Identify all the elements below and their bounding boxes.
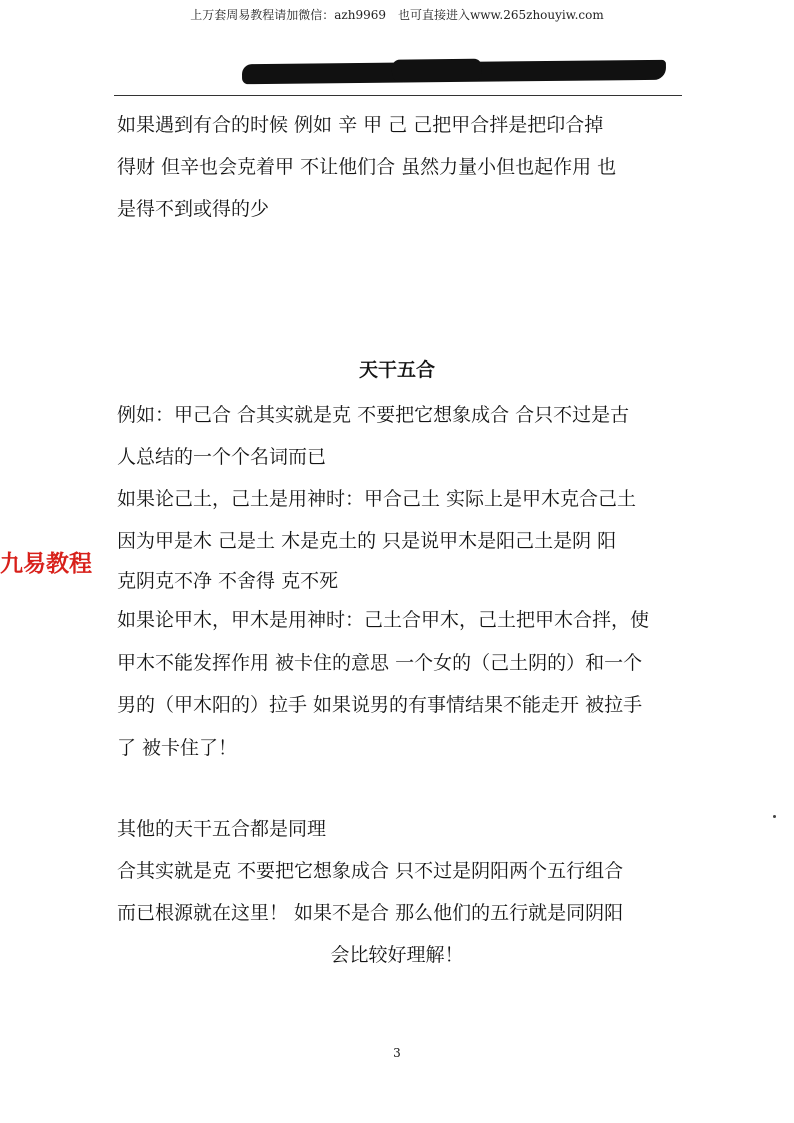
watermark-logo: 九易教程 bbox=[0, 551, 92, 577]
text-line: 男的（甲木阳的）拉手 如果说男的有事情结果不能走开 被拉手 bbox=[117, 694, 643, 716]
header-rule bbox=[114, 95, 682, 96]
closing-line: 会比较好理解！ bbox=[330, 944, 464, 966]
text-line: 其他的天干五合都是同理 bbox=[117, 818, 327, 840]
section-title: 天干五合 bbox=[358, 359, 435, 381]
page-number: 3 bbox=[393, 1046, 401, 1060]
text-line: 而已根源就在这里！ 如果不是合 那么他们的五行就是同阴阳 bbox=[117, 902, 624, 924]
text-line: 如果论甲木，甲木是用神时：己土合甲木，己土把甲木合拌，使 bbox=[117, 609, 650, 631]
text-line: 人总结的一个个名词而已 bbox=[117, 446, 327, 468]
text-line: 如果遇到有合的时候 例如 辛 甲 己 己把甲合拌是把印合掉 bbox=[117, 114, 604, 136]
text-line: 是得不到或得的少 bbox=[117, 198, 270, 220]
text-line: 合其实就是克 不要把它想象成合 只不过是阴阳两个五行组合 bbox=[117, 860, 624, 882]
text-line: 因为甲是木 己是土 木是克土的 只是说甲木是阳己土是阴 阳 bbox=[117, 530, 617, 552]
redaction-mark bbox=[242, 60, 666, 84]
text-line: 甲木不能发挥作用 被卡住的意思 一个女的（己土阴的）和一个 bbox=[117, 652, 643, 674]
text-line: 例如：甲己合 合其实就是克 不要把它想象成合 合只不过是古 bbox=[117, 404, 630, 426]
text-line: 了 被卡住了！ bbox=[117, 737, 238, 759]
header-note: 上万套周易教程请加微信：azh9969 也可直接进入www.265zhouyiw.com bbox=[190, 8, 604, 22]
scan-speck bbox=[773, 815, 776, 818]
text-line: 得财 但辛也会克着甲 不让他们合 虽然力量小但也起作用 也 bbox=[117, 156, 617, 178]
text-line: 克阴克不净 不舍得 克不死 bbox=[117, 570, 339, 592]
text-line: 如果论己土，己土是用神时：甲合己土 实际上是甲木克合己土 bbox=[117, 488, 637, 510]
